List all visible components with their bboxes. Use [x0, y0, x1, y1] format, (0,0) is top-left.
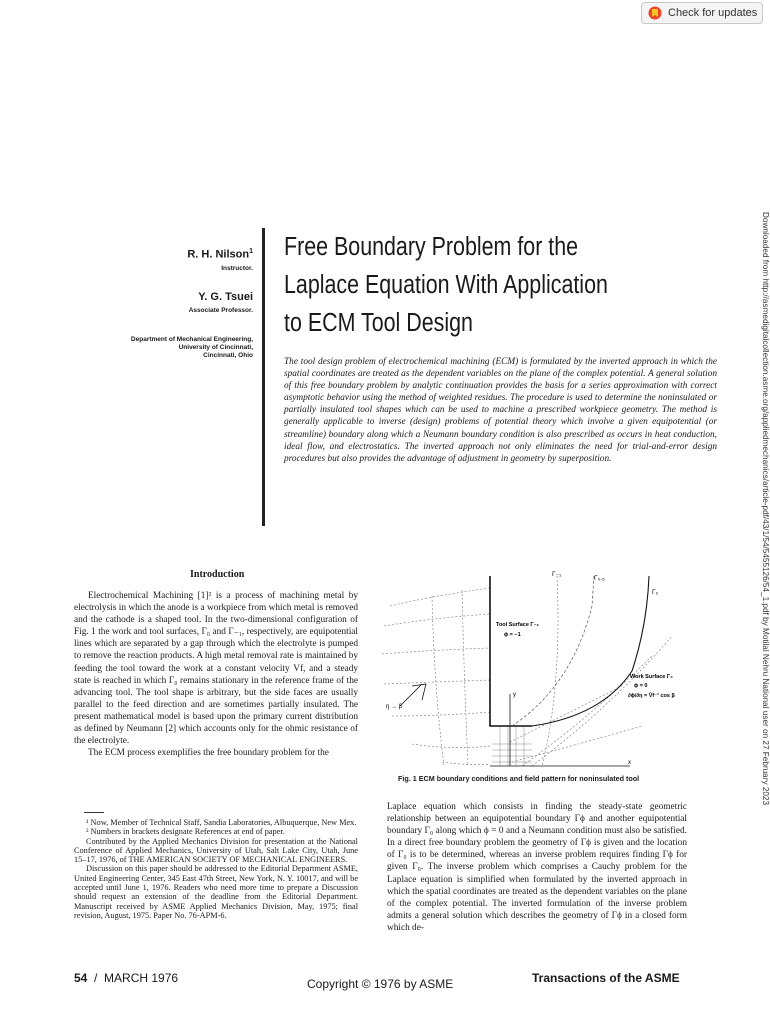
- normal-arrow: [400, 684, 426, 706]
- fig-label-work-grad: ∂ϕ/∂η = V̄f⁻¹ cos β: [628, 693, 675, 699]
- fig-label-eta-beta: η → β: [386, 704, 403, 710]
- affiliation: Department of Mechanical Engineering, University of Cincinnati, Cincinnati, Ohio: [130, 335, 253, 359]
- footnote: Contributed by the Applied Mechanics Division for presentation at the National Conference of Applied Mechanics, University of Utah, Salt Lake City, Utah, June 15–17, 1976, of THE AMERICAN SOCIETY OF MECHANICAL ENGINEERS.: [74, 836, 358, 865]
- author-role: Instructor.: [221, 264, 253, 272]
- check-for-updates-label: Check for updates: [668, 7, 758, 19]
- crossmark-icon: [648, 6, 662, 20]
- footnote: Discussion on this paper should be addressed to the Editorial Department ASME, United Engineering Center, 345 East 47th Street, New York, N. Y. 10017, and will be accepted until June 1, 1976. Readers who need more time to prepare a Discussion should request an extension of the deadline from the Editorial Department. Manuscript received by ASME Applied Mechanics Division, May, 1975; final revision, August, 1975. Paper No. 76-APM-6.: [74, 864, 358, 920]
- abstract: The tool design problem of electrochemical machining (ECM) is formulated by the inverted approach in which the spatial coordinates are treated as the dependent variables on the plane of the complex potential. A general solution of this free boundary problem by analytic continuation provides the basis for a series approximation with correct asymptotic behavior using the method of weighted residues. The procedure is used to determine the noninsulated or partially insulated tool shapes which can be used to machine a prescribed workpiece geometry. The method is generally applicable to inverse (design) problems of potential theory which involve a given equipotential (or streamline) boundary along which a Neumann boundary condition is also prescribed as occurs in heat conduction, ideal flow, and electrostatics. The inverted approach not only eliminates the need for trial-and-error design procedures but also provides the advantage of adjustment in geometry by superposition.: [284, 357, 717, 464]
- footer-page: 54 / MARCH 1976: [74, 971, 179, 985]
- fig-label-work-surface: Work Surface Γ₀: [630, 674, 673, 680]
- author-role: Associate Professor.: [188, 306, 253, 314]
- fig-label-tool-phi: ϕ = −1: [504, 632, 521, 638]
- field-lines: [382, 576, 672, 766]
- author-name: Y. G. Tsuei: [198, 290, 253, 303]
- footer-copyright: Copyright © 1976 by ASME: [307, 977, 454, 991]
- footnotes: [74, 818, 358, 920]
- fig-label-gamma-m1: Γ₋₁: [552, 571, 562, 578]
- right-column: Laplace equation which consists in finding the steady-state geometric relationship between an equipotential boundary Γϕ and another equipotential boundary Γ₀ along which ϕ = 0 and a Neumann condition must also be satisfied. In a direct free boundary problem the geometry of Γϕ is given and the location of Γ₀ is to be determined, whereas an inverse problem requires finding Γϕ for given Γ₀. The inverse problem which comprises a Cauchy problem for the Laplace equation is simplified when formulated by the inverted approach in which the spatial coordinates are treated as the dependent variables on the plane of the complex potential. The inverted formulation of the inverse problem admits a general solution which describes the geometry of Γϕ in a closed form which de-: [387, 802, 687, 933]
- paragraph: The ECM process exemplifies the free boundary problem for the: [88, 748, 329, 759]
- fig-label-gamma-half: Γ₀.₅: [594, 575, 605, 582]
- footer-journal: Transactions of the ASME: [532, 971, 680, 985]
- author-block: [120, 248, 253, 360]
- title-rule: [262, 228, 265, 526]
- figure-caption: Fig. 1 ECM boundary conditions and field pattern for noninsulated tool: [398, 774, 640, 783]
- paragraph: Electrochemical Machining [1]² is a process of machining metal by electrolysis in which the anode is a workpiece from which metal is removed and the cathode is a shaped tool. In the two-dimensional configuration of Fig. 1 the work and tool surfaces, Γ₀ and Γ₋₁, respectively, are equipotential lines which are separated by a gap through which the electrolyte is pumped to remove the reaction products. A high metal removal rate is maintained by feeding the tool toward the work at a constant velocity Vf, and a steady state is reached in which Γ₀ remains stationary in the reference frame of the advancing tool. The tool shape is arbitrary, but the side faces are usually parallel to the feed direction and are sometimes partially insulated. The present mathematical model is based upon the primary current distribution as defined by Neumann [2] which accounts only for the ohmic resistance of the electrolyte.: [74, 591, 358, 747]
- work-surface: [532, 576, 649, 726]
- fig-label-tool-surface: Tool Surface Γ₋₁: [496, 622, 539, 628]
- gamma-half-curve: [512, 576, 594, 726]
- tool-surface: [490, 576, 532, 726]
- fig-label-x: x: [628, 760, 631, 766]
- field-grid: [492, 726, 532, 766]
- footnote-rule: [84, 812, 104, 813]
- section-heading: Introduction: [190, 569, 245, 580]
- footnote: ² Numbers in brackets designate References at end of paper.: [86, 827, 285, 837]
- author-name: R. H. Nilson$^1$: [187, 248, 253, 261]
- check-for-updates-button[interactable]: [641, 2, 763, 24]
- download-note: Downloaded from http://asmedigitalcollection.asme.org/appliedmechanics/article-pdf/43/1/54/5455126/54_1.pdf by Motilal Nehru National user on 27 February 2023: [761, 212, 770, 806]
- left-column: [74, 590, 358, 759]
- paper-title: Free Boundary Problem for the Laplace Equation With Application to ECM Tool Design: [284, 233, 608, 337]
- fig-label-work-phi: ϕ = 0: [634, 683, 648, 689]
- figure-1: [372, 566, 692, 766]
- fig-label-gamma-0: Γ₀: [652, 589, 659, 596]
- footnote: ¹ Now, Member of Technical Staff, Sandia Laboratories, Albuquerque, New Mex.: [86, 818, 357, 827]
- fig-label-y: y: [513, 692, 516, 698]
